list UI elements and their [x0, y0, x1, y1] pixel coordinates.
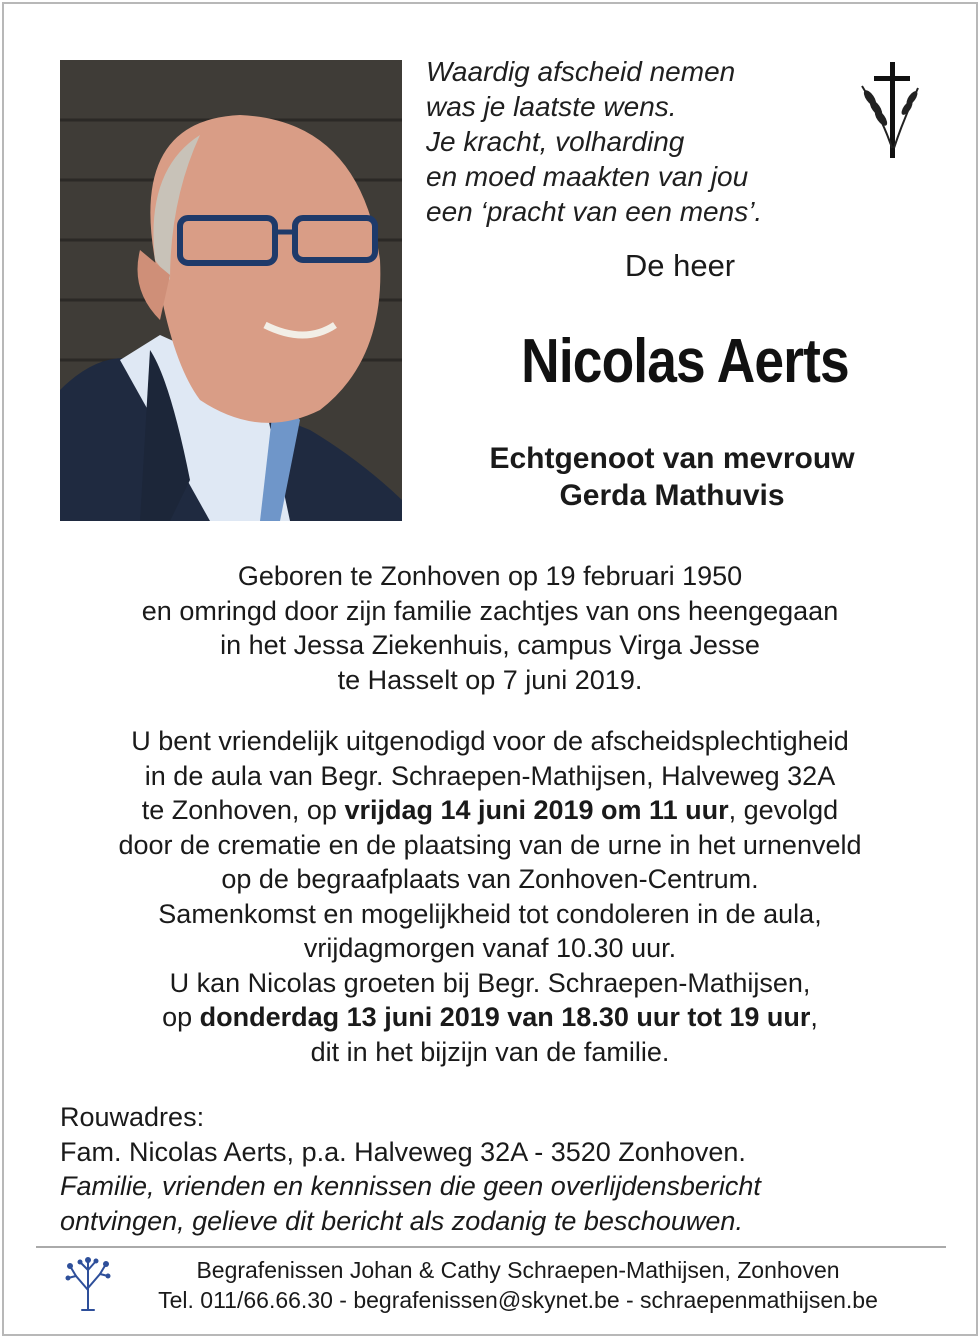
invitation-line: op donderdag 13 juni 2019 van 18.30 uur tot 19 uur, — [162, 1002, 818, 1032]
company-name: Begrafenissen Johan & Cathy Schraepen-Mathijsen, Zonhoven — [196, 1257, 840, 1283]
address-note: Familie, vrienden en kennissen die geen overlijdensbericht — [60, 1171, 761, 1201]
mourning-address — [60, 1100, 940, 1238]
invitation-line: U bent vriendelijk uitgenodigd voor de afscheidsplechtigheid — [131, 726, 849, 756]
born-line: Geboren te Zonhoven op 19 februari 1950 — [237, 561, 743, 591]
portrait-photo — [60, 60, 402, 521]
visitation-date: donderdag 13 juni 2019 van 18.30 uur tot 19 uur — [199, 1002, 811, 1032]
footer-divider — [36, 1246, 946, 1248]
invitation-paragraph — [40, 724, 940, 1069]
poem-line: was je laatste wens. — [426, 91, 677, 122]
deceased-name: Nicolas Aerts — [521, 327, 849, 396]
invitation-line: Samenkomst en mogelijkheid tot condoleren in de aula, — [158, 898, 822, 929]
spouse-line: Echtgenoot van mevrouw — [489, 442, 855, 475]
invitation-line: dit in het bijzijn van de familie. — [310, 1036, 670, 1067]
address-label: Rouwadres: — [60, 1102, 205, 1132]
address-note: ontvingen, gelieve dit bericht als zodanig te beschouwen. — [60, 1205, 743, 1236]
invitation-line: door de crematie en de plaatsing van de urne in het urnenveld — [118, 829, 862, 860]
ceremony-date: vrijdag 14 juni 2019 om 11 uur — [344, 795, 729, 825]
spouse-line: Gerda Mathuvis — [559, 479, 785, 512]
poem-line: Waardig afscheid nemen — [426, 56, 736, 87]
poem-line: en moed maakten van jou — [426, 161, 749, 192]
contact-info: Tel. 011/66.66.30 - begrafenissen@skynet.be - schraepenmathijsen.be — [158, 1287, 878, 1313]
invitation-line: in de aula van Begr. Schraepen-Mathijsen, Halveweg 32A — [144, 760, 836, 791]
born-line: en omringd door zijn familie zachtjes van ons heengegaan — [141, 595, 839, 626]
born-line: te Hasselt op 7 juni 2019. — [337, 664, 643, 695]
spouse — [422, 440, 922, 514]
born-line: in het Jessa Ziekenhuis, campus Virga Jesse — [220, 630, 760, 660]
invitation-line: U kan Nicolas groeten bij Begr. Schraepen-Mathijsen, — [169, 967, 811, 998]
salutation: De heer — [624, 248, 736, 283]
poem-line: Je kracht, volharding — [426, 126, 685, 157]
poem-line: een ‘pracht van een mens’. — [426, 196, 763, 227]
funeral-home-footer — [118, 1255, 918, 1315]
address-line: Fam. Nicolas Aerts, p.a. Halveweg 32A - 3520 Zonhoven. — [60, 1136, 746, 1167]
invitation-line: vrijdagmorgen vanaf 10.30 uur. — [303, 933, 677, 963]
poem — [426, 54, 846, 229]
invitation-line: te Zonhoven, op vrijdag 14 juni 2019 om 11 uur, gevolgd — [141, 795, 839, 825]
tree-logo-icon — [64, 1256, 112, 1312]
invitation-line: op de begraafplaats van Zonhoven-Centrum. — [221, 864, 759, 894]
birth-death-paragraph — [40, 559, 940, 697]
cross-with-wheat-icon — [852, 58, 932, 162]
